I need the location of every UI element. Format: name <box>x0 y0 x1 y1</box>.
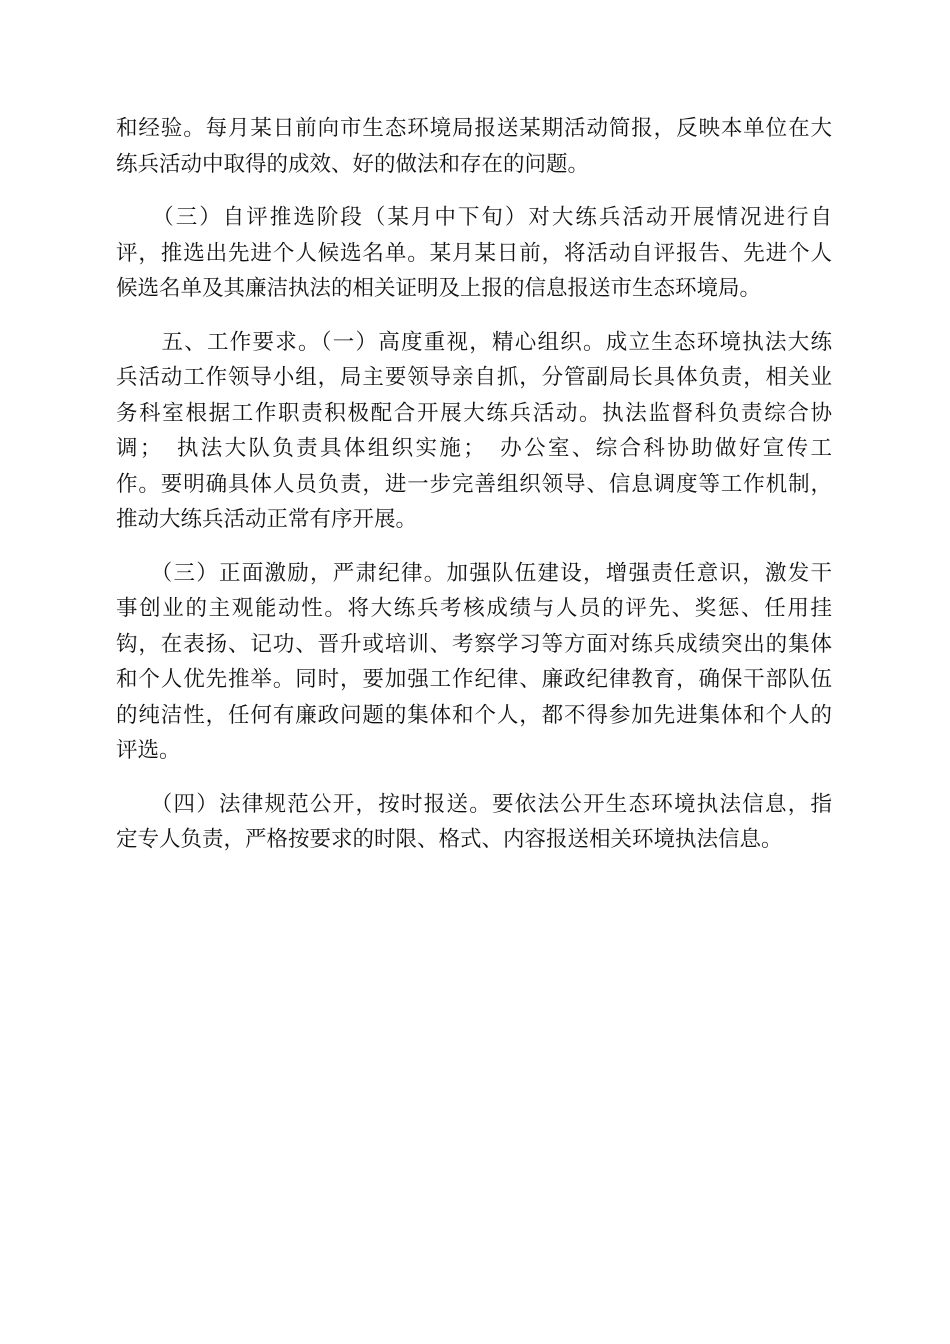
text-line: （四）法律规范公开，按时报送。要依法公开生态环境执法信息，指 <box>116 791 832 817</box>
text-line: 候选名单及其廉洁执法的相关证明及上报的信息报送市生态环境局。 <box>116 276 762 301</box>
text-line: 五、工作要求。（一）高度重视，精心组织。成立生态环境执法大练 <box>116 329 832 355</box>
text-line: 评选。 <box>116 738 181 763</box>
document-body <box>116 111 832 858</box>
text-line: 兵活动工作领导小组，局主要领导亲自抓，分管副局长具体负责，相关业 <box>116 365 832 390</box>
text-line: 和个人优先推举。同时，要加强工作纪律、廉政纪律教育，确保干部队伍 <box>116 667 832 692</box>
text-line: 练兵活动中取得的成效、好的做法和存在的问题。 <box>116 151 590 177</box>
text-line: （三）自评推选阶段（某月中下旬）对大练兵活动开展情况进行自 <box>116 205 832 230</box>
paragraph-incentives-discipline <box>116 556 832 769</box>
text-line: 调； 执法大队负责具体组织实施； 办公室、综合科协助做好宣传工 <box>116 436 832 461</box>
text-line: 推动大练兵活动正常有序开展。 <box>116 507 418 532</box>
text-line: 的纯洁性，任何有廉政问题的集体和个人，都不得参加先进集体和个人的 <box>116 702 832 728</box>
paragraph-activity-report <box>116 111 832 182</box>
text-line: 事创业的主观能动性。将大练兵考核成绩与人员的评先、奖惩、任用挂 <box>116 596 832 621</box>
text-line: 作。要明确具体人员负责，进一步完善组织领导、信息调度等工作机制， <box>116 471 832 497</box>
text-line: 定专人负责，严格按要求的时限、格式、内容报送相关环境执法信息。 <box>116 827 783 852</box>
text-line: 评，推选出先进个人候选名单。某月某日前，将活动自评报告、先进个人 <box>116 240 832 266</box>
text-line: 钩，在表扬、记功、晋升或培训、考察学习等方面对练兵成绩突出的集体 <box>116 631 832 657</box>
paragraph-work-requirements <box>116 325 832 538</box>
text-line: （三）正面激励，严肃纪律。加强队伍建设，增强责任意识，激发干 <box>116 560 832 586</box>
text-line: 和经验。每月某日前向市生态环境局报送某期活动简报，反映本单位在大 <box>116 116 832 141</box>
paragraph-information-disclosure <box>116 787 832 858</box>
paragraph-self-evaluation <box>116 200 832 307</box>
text-line: 务科室根据工作职责积极配合开展大练兵活动。执法监督科负责综合协 <box>116 400 832 426</box>
